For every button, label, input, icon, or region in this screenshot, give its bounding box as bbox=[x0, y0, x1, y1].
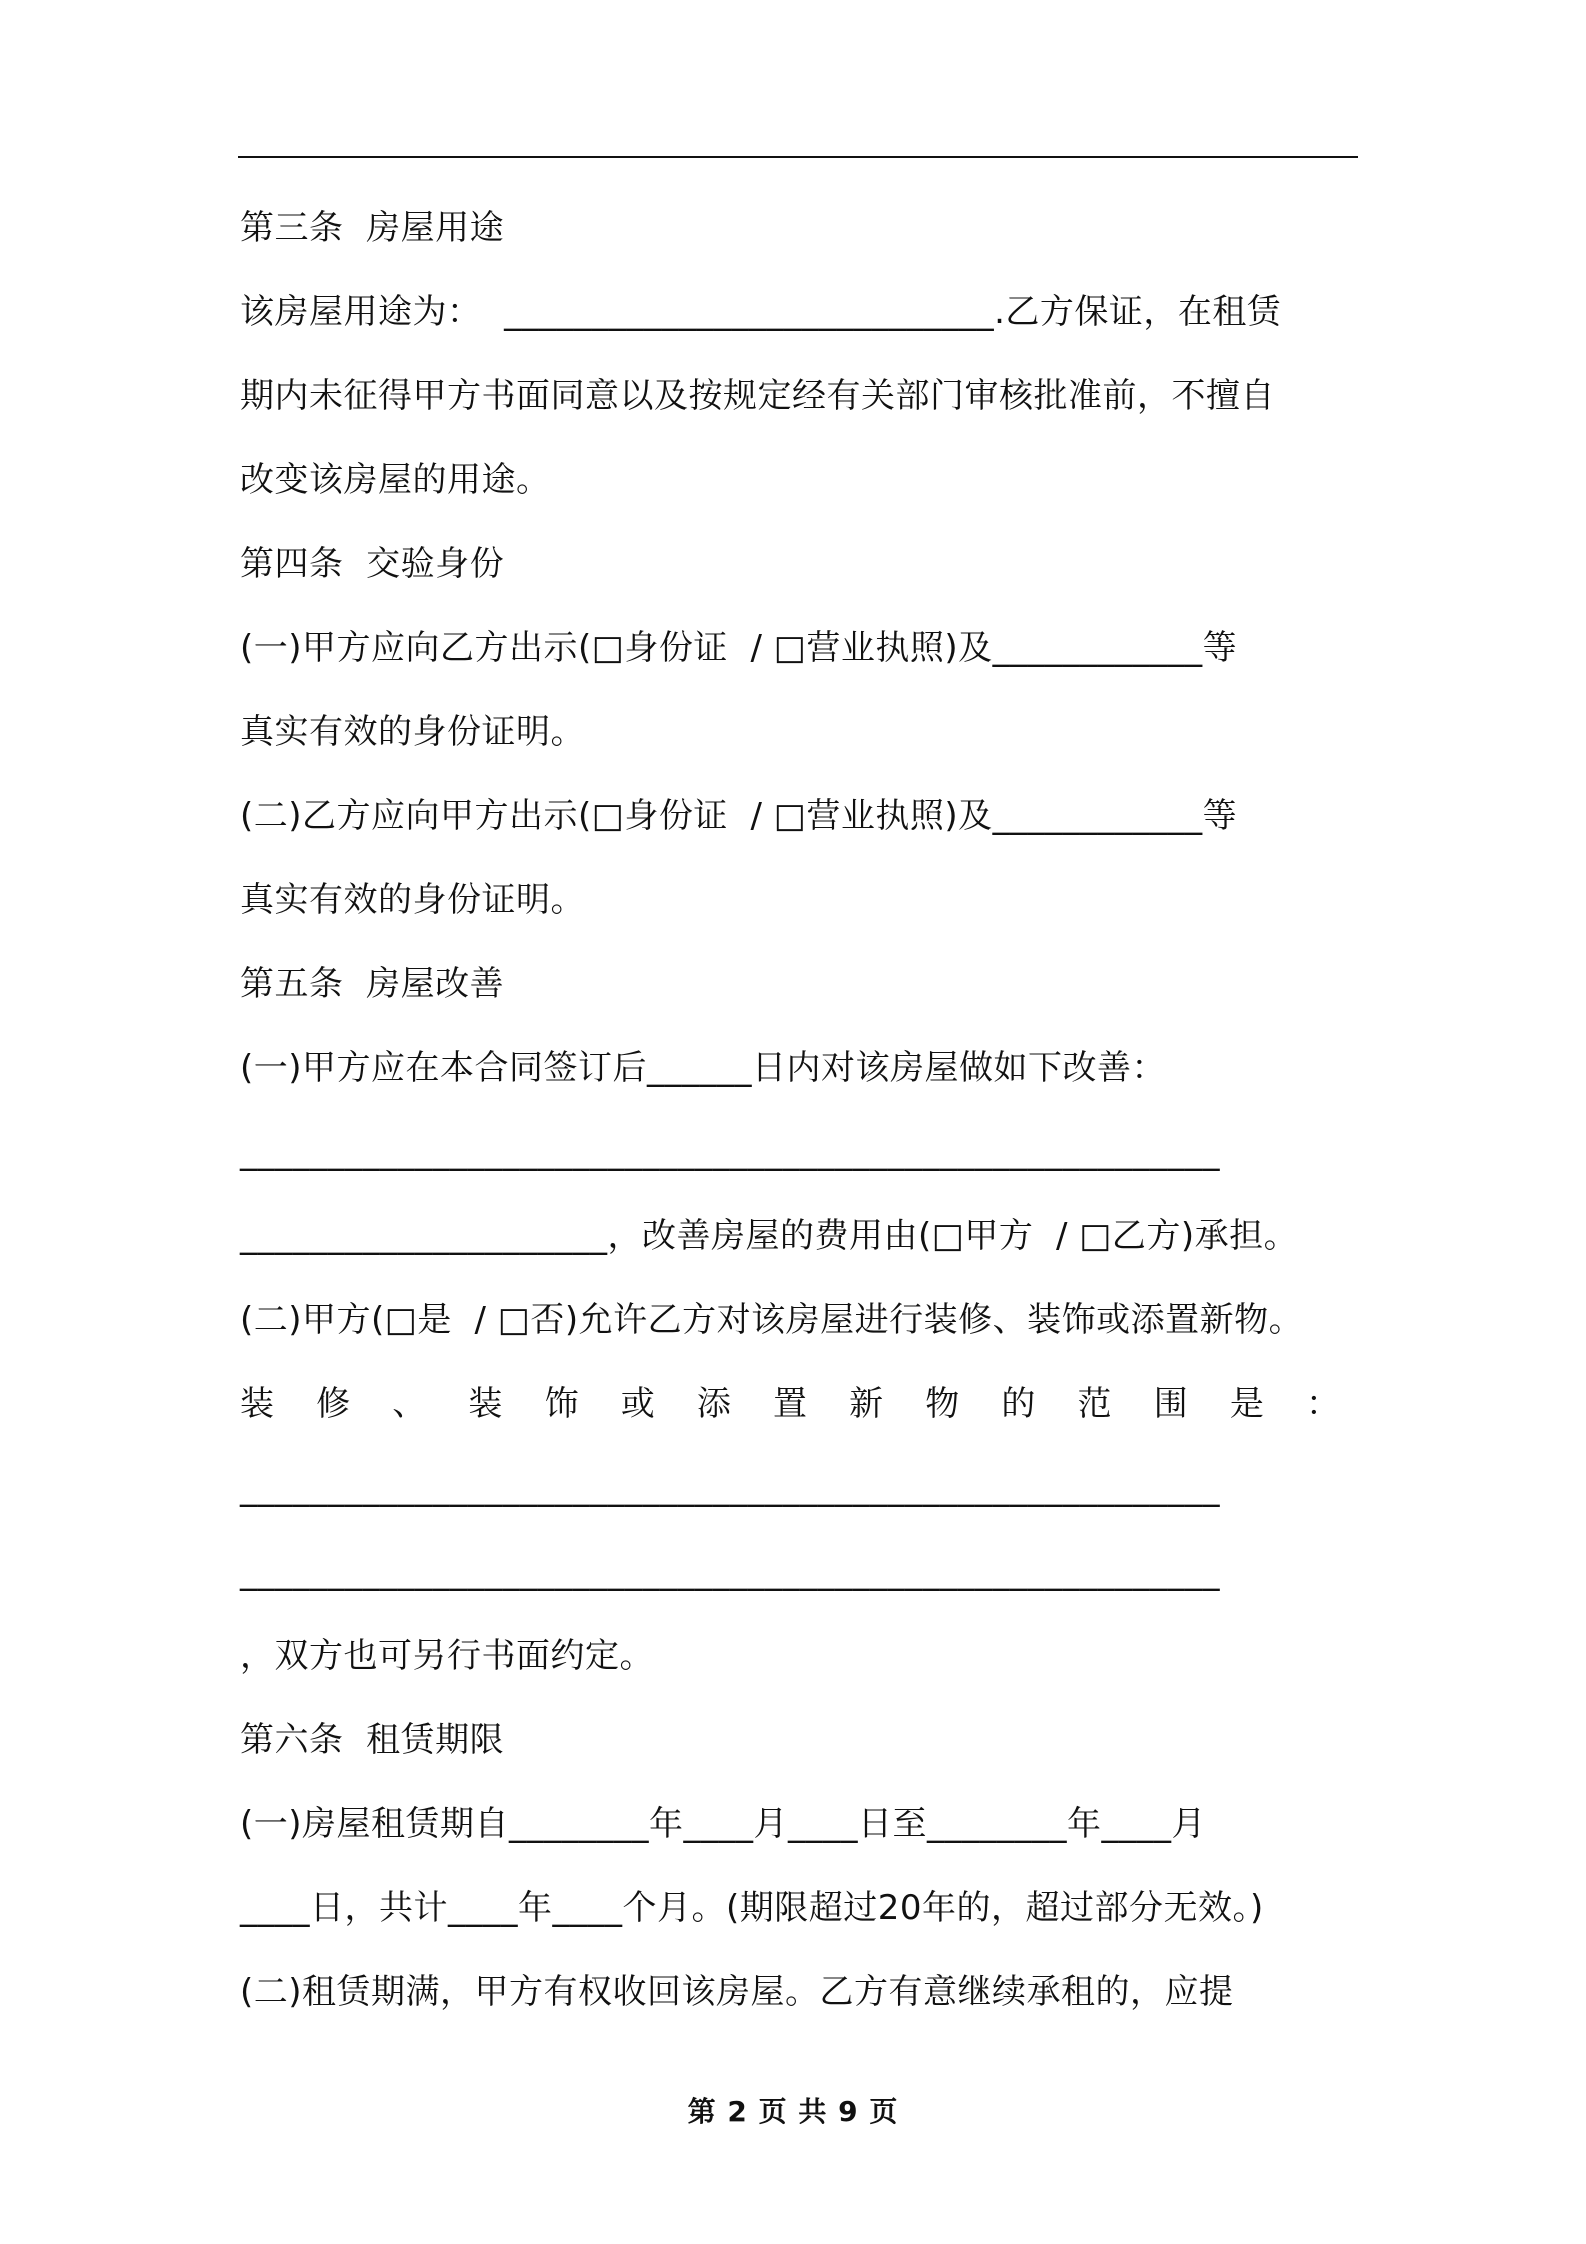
spread-char: ： bbox=[1305, 1384, 1340, 1424]
page-number: 第 2 页 共 9 页 bbox=[687, 2095, 899, 2128]
spread-char: 是 bbox=[1229, 1384, 1264, 1424]
spread-char: 装 bbox=[240, 1384, 274, 1424]
article-4-heading: 第四条 交验身份 bbox=[240, 544, 505, 584]
spread-char: 新 bbox=[849, 1384, 884, 1424]
spread-char: 置 bbox=[772, 1384, 807, 1424]
spread-char: 的 bbox=[1001, 1384, 1036, 1424]
article-3-heading: 第三条 房屋用途 bbox=[240, 208, 505, 248]
identity-a-line-1: (一)甲方应向乙方出示(□身份证 / □营业执照)及____________等 bbox=[240, 628, 1238, 668]
usage-line-2: 期内未征得甲方书面同意以及按规定经有关部门审核批准前，不擅自 bbox=[240, 376, 1275, 416]
term-line-2: ____日，共计____年____个月。(期限超过20年的，超过部分无效。) bbox=[240, 1888, 1264, 1928]
improvement-cost-line: _____________________，改善房屋的费用由(□甲方 / □乙方)承担。 bbox=[240, 1216, 1299, 1256]
spread-char: 或 bbox=[620, 1384, 655, 1424]
spread-char: 饰 bbox=[544, 1384, 579, 1424]
spread-char: 装 bbox=[468, 1384, 503, 1424]
decoration-blank-line-2: ________________________________________________________ bbox=[240, 1552, 1220, 1592]
decoration-permission-line: (二)甲方(□是 / □否)允许乙方对该房屋进行装修、装饰或添置新物。 bbox=[240, 1300, 1304, 1340]
article-6-heading: 第六条 租赁期限 bbox=[240, 1720, 505, 1760]
usage-line-1: 该房屋用途为： ____________________________.乙方保证，在租赁 bbox=[240, 292, 1282, 332]
spread-char: 、 bbox=[392, 1384, 427, 1424]
spread-char: 修 bbox=[316, 1384, 351, 1424]
decoration-scope-line bbox=[240, 1384, 1340, 1424]
identity-a-line-2: 真实有效的身份证明。 bbox=[240, 712, 585, 752]
decoration-agreement-line: ，双方也可另行书面约定。 bbox=[240, 1636, 654, 1676]
improvement-blank-line: ________________________________________________________ bbox=[240, 1132, 1220, 1172]
header-rule bbox=[238, 156, 1358, 158]
identity-b-line-1: (二)乙方应向甲方出示(□身份证 / □营业执照)及____________等 bbox=[240, 796, 1238, 836]
usage-line-3: 改变该房屋的用途。 bbox=[240, 460, 551, 500]
identity-b-line-2: 真实有效的身份证明。 bbox=[240, 880, 585, 920]
spread-char: 围 bbox=[1153, 1384, 1188, 1424]
decoration-blank-line-1: ________________________________________________________ bbox=[240, 1468, 1220, 1508]
article-5-heading: 第五条 房屋改善 bbox=[240, 964, 505, 1004]
term-line-1: (一)房屋租赁期自________年____月____日至________年____月 bbox=[240, 1804, 1207, 1844]
improvement-line-1: (一)甲方应在本合同签订后______日内对该房屋做如下改善： bbox=[240, 1048, 1167, 1088]
spread-char: 物 bbox=[925, 1384, 960, 1424]
spread-char: 添 bbox=[696, 1384, 731, 1424]
expiry-line-1: (二)租赁期满，甲方有权收回该房屋。乙方有意继续承租的，应提 bbox=[240, 1972, 1234, 2012]
spread-char: 范 bbox=[1077, 1384, 1112, 1424]
